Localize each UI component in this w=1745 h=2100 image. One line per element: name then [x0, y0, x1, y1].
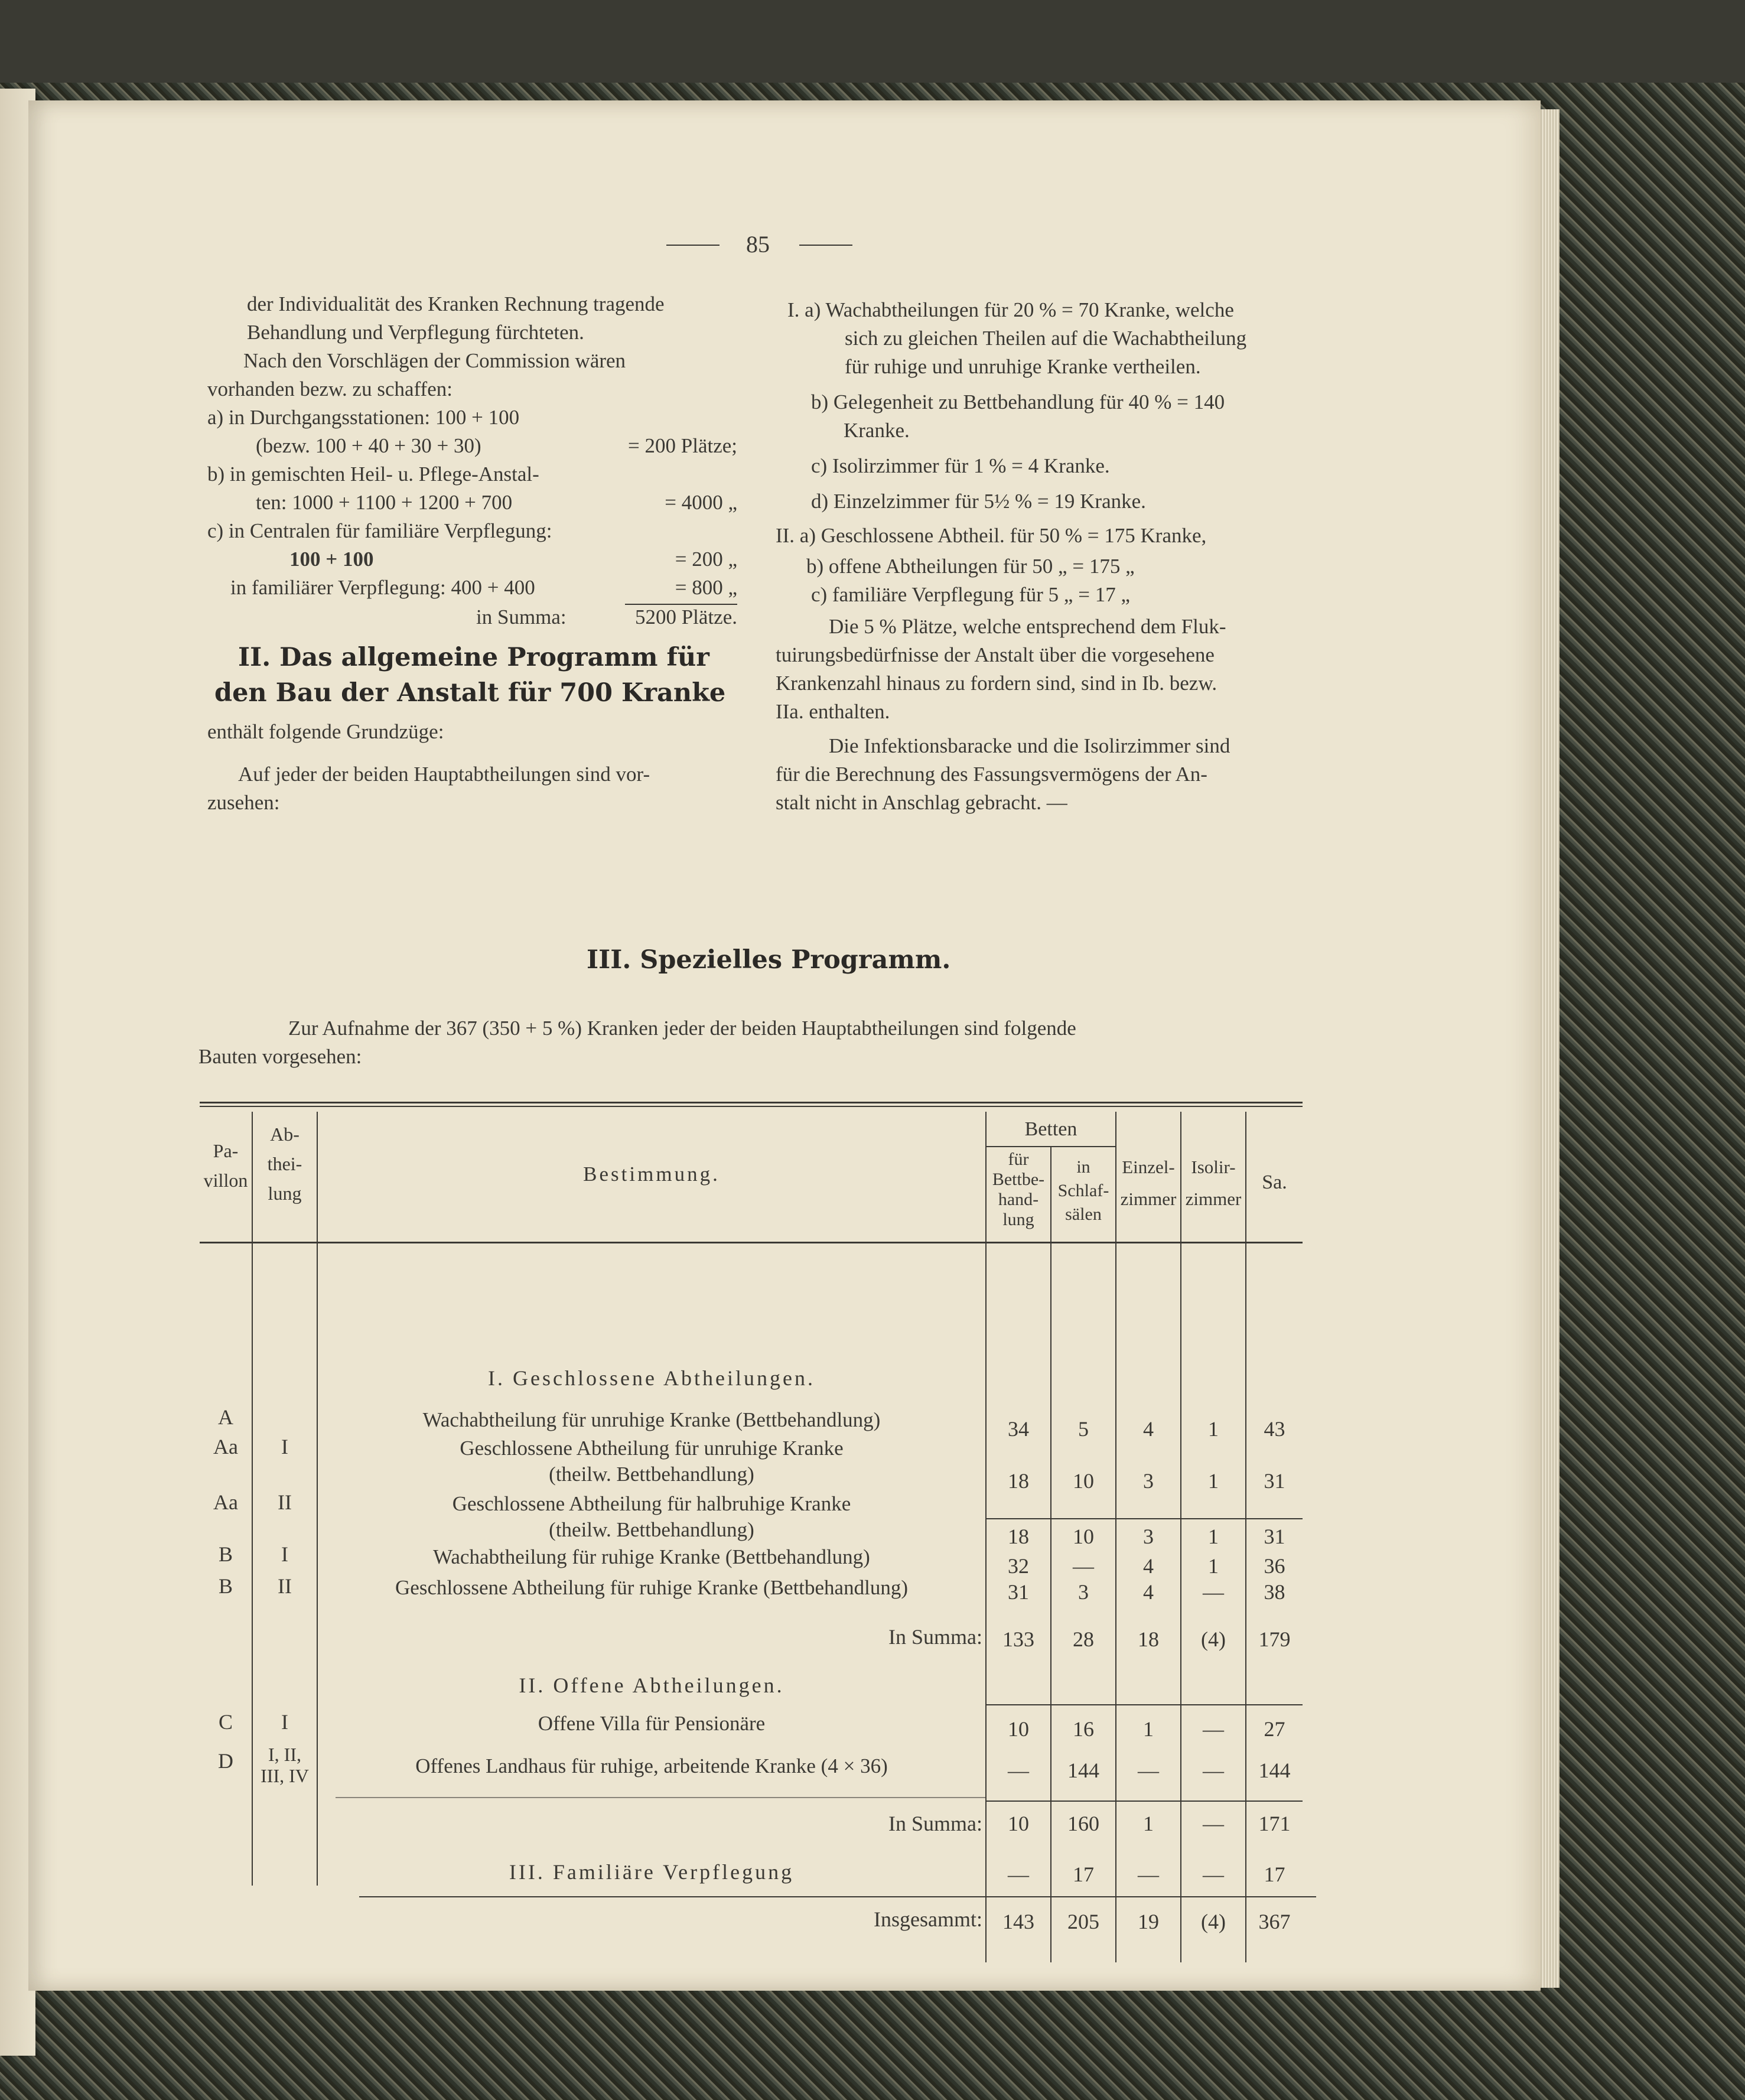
- header-schlaf-1: in: [1076, 1157, 1090, 1177]
- header-einzel-2: zimmer: [1120, 1189, 1177, 1209]
- page-number: 85: [746, 231, 770, 258]
- header-schlaf-3: sälen: [1065, 1204, 1102, 1224]
- table-section-2-title: II. Offene Abtheilungen.: [519, 1674, 784, 1697]
- section-heading-3: III. Spezielles Programm.: [587, 945, 951, 975]
- section3-intro-line1: Zur Aufnahme der 367 (350 + 5 %) Kranken jeder der beiden Hauptabtheilungen sind folgende: [288, 1017, 1076, 1040]
- value-c: = 200 „: [675, 548, 737, 571]
- header-abtheilung-2: thei-: [267, 1153, 302, 1174]
- book-page: 85 der Individualität des Kranken Rechnung tragende Behandlung und Verpflegung fürchteten. Nach den Vorschlägen der Commission wären vorhanden bezw. zu schaffen: a) in Durchgangsstationen: 100 + 100 (bezw. 100 + 40 + 30 + 30) b) in gemischten Heil- u. Pflege-Anstal- ten: 1000 + 1100 + 1200 + 700 c) in Centralen für familiäre Verpflegung: 100 + 100 in familiärer Verpflegung: 400 + 400 in Summa: = 200 Plätze; = 4000 „ = 200 „ = 800 „ 5200 Plätze. II. Das allgemeine Programm für den Bau der Anstalt für 700 Kranke enthält folgende Grundzüge: Auf jeder der beiden Hauptabtheilungen sind vor- zusehen: I. a) Wachabtheilungen für 20 % = 70 Kranke, welche sich zu gleichen Theilen auf die Wachabtheilung für ruhige und unruhige Kranke vertheilen. b) Gelegenheit zu Bettbehandlung für 40 % = 140 Kranke. c) Isolirzimmer für 1 % = 4 Kranke. d) Einzelzimmer für 5½ % = 19 Kranke. II. a) Geschlossene Abtheil. für 50 % = 175 Kranke, b) offene Abtheilungen für 50 „ = 175 „ c) familiäre Verpflegung für 5 „ = 17 „ Die 5 % Plätze, welche entsprechend dem Fluk- tuirungsbedürfnisse der Anstalt über die vorgesehene Krankenzahl hinaus zu fordern sind, sind in Ib. bezw. IIa. enthalten. Die Infektionsbaracke und die Isolirzimmer sind für die Berechnung des Fassungsvermögens der An- stalt nicht in Anschlag gebracht. — III. Spezielles Programm. Zur Aufnahme der 367 (350 + 5 %) Kranken jeder der beiden Hauptabtheilungen sind folgende Bauten vorgesehen: Pa- villon Ab- thei- lung Bestimmung. Betten für Bettbe- hand- lung in Schlaf- sälen Einzel- zimmer Isolir- zimmer Sa. I. Geschlossene Abtheilungen. A Wachabtheilung für unruhige Kranke (Bettbehandlung) 34 5 4 1 43 Aa I Geschlossene Abtheilung für unruhige Kranke (theilw. Bettbehandlung) 18 10 3 1 31 Aa II Geschlossene Abtheilung für halbruhige Kranke (theilw. Bettbehandlung) 18 10 3 1 31 B I Wachabtheilung für ruhige Kranke (Bettbehandlung) 32 — 4 1 36 B II Geschlossene Abtheilung für ruhige Kranke (Bettbehandlung) 31 3 4 — 38 In Summa: 133 28 18 (4) 179 II. Offene Abtheilungen. C I Offene Villa für Pensionäre 10 16 1 — 27 D I, II, III, IV Offenes Landhaus für ruhige, arbeitende Kranke (4 × 36) — 144 — — 144 In Summa: 10 160 1 — 171 III. Familiäre Verpflegung — 17 — — 17 Insgesammt: 143 205 19 (4) 367: [28, 100, 1541, 1991]
- header-bettbehandlung-3: hand-: [998, 1190, 1039, 1209]
- header-bestimmung: Bestimmung.: [583, 1163, 720, 1186]
- section3-intro-line2: Bauten vorgesehen:: [198, 1045, 362, 1068]
- header-bettbehandlung-4: lung: [1002, 1210, 1034, 1229]
- header-abtheilung-3: lung: [268, 1183, 302, 1204]
- header-isolir-2: zimmer: [1185, 1189, 1242, 1209]
- value-c2: = 800 „: [675, 576, 737, 599]
- section-heading-2-line1: II. Das allgemeine Programm für: [238, 643, 709, 672]
- header-schlaf-2: Schlaf-: [1057, 1181, 1109, 1200]
- header-pavillon-1: Pa-: [213, 1140, 239, 1161]
- value-total: 5200 Plätze.: [634, 605, 737, 629]
- header-abtheilung-1: Ab-: [270, 1124, 299, 1145]
- page-number-dash-left: [666, 245, 720, 246]
- header-summe: Sa.: [1262, 1171, 1287, 1193]
- value-b: = 4000 „: [665, 491, 737, 514]
- section-heading-2-line2: den Bau der Anstalt für 700 Kranke: [214, 678, 726, 708]
- header-pavillon-2: villon: [203, 1170, 248, 1191]
- header-betten: Betten: [1024, 1118, 1077, 1140]
- table-section-1-title: I. Geschlossene Abtheilungen.: [488, 1366, 815, 1390]
- header-bettbehandlung-1: für: [1008, 1150, 1029, 1169]
- header-isolir-1: Isolir-: [1191, 1157, 1236, 1177]
- header-bettbehandlung-2: Bettbe-: [992, 1170, 1045, 1189]
- header-einzel-1: Einzel-: [1122, 1157, 1175, 1177]
- value-a: = 200 Plätze;: [628, 434, 737, 457]
- page-number-dash-right: [799, 245, 852, 246]
